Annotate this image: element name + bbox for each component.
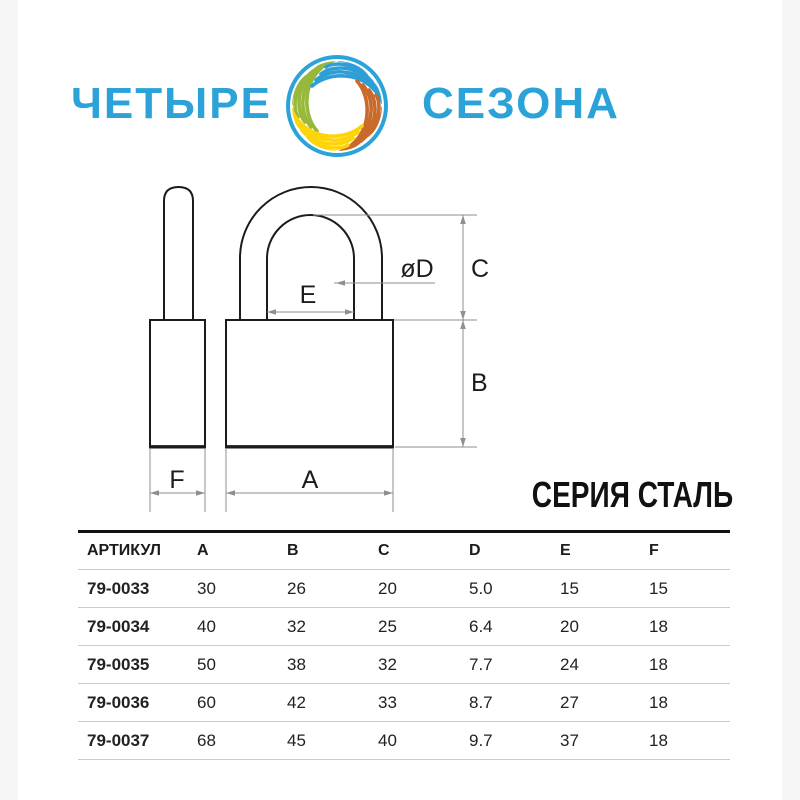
value-cell: 40 [197, 616, 216, 636]
value-cell: 8.7 [469, 692, 493, 712]
value-cell: 7.7 [469, 654, 493, 674]
col-header-f: F [649, 542, 659, 559]
col-header-a: A [197, 542, 209, 559]
value-cell: 32 [378, 654, 397, 674]
dim-label-F: F [169, 466, 185, 494]
dim-label-A: A [301, 466, 319, 494]
value-cell: 24 [560, 654, 579, 674]
dim-label-E: E [299, 281, 317, 309]
value-cell: 42 [287, 692, 306, 712]
value-cell: 25 [378, 616, 397, 636]
left-edge-margin [0, 0, 18, 800]
col-header-article: АРТИКУЛ [87, 542, 162, 559]
value-cell: 15 [649, 578, 668, 598]
value-cell: 32 [287, 616, 306, 636]
padlock-front-view [225, 187, 394, 447]
dim-label-C: C [471, 255, 490, 283]
value-cell: 45 [287, 730, 306, 750]
value-cell: 18 [649, 616, 668, 636]
article-cell: 79-0035 [87, 654, 150, 674]
value-cell: 33 [378, 692, 397, 712]
padlock-side-view [149, 187, 206, 447]
brand-word-right: СЕЗОНА [422, 79, 620, 128]
spec-table [78, 530, 730, 760]
table-header-row [78, 530, 730, 570]
series-title: СЕРИЯ СТАЛЬ [531, 474, 733, 515]
value-cell: 50 [197, 654, 216, 674]
article-cell: 79-0036 [87, 692, 150, 712]
value-cell: 20 [378, 578, 397, 598]
value-cell: 15 [560, 578, 579, 598]
value-cell: 60 [197, 692, 216, 712]
padlock-dimension-drawing [130, 180, 490, 520]
four-seasons-logo-icon [282, 51, 392, 161]
value-cell: 68 [197, 730, 216, 750]
table-row [78, 608, 730, 646]
dim-label-D: øD [400, 255, 434, 283]
article-cell: 79-0037 [87, 730, 150, 750]
value-cell: 30 [197, 578, 216, 598]
col-header-e: E [560, 542, 571, 559]
value-cell: 9.7 [469, 730, 493, 750]
value-cell: 6.4 [469, 616, 493, 636]
right-edge-margin [782, 0, 800, 800]
value-cell: 20 [560, 616, 579, 636]
value-cell: 27 [560, 692, 579, 712]
brand-word-left: ЧЕТЫРЕ [71, 79, 272, 128]
table-row [78, 646, 730, 684]
dim-label-B: B [471, 369, 488, 397]
col-header-b: B [287, 542, 299, 559]
value-cell: 5.0 [469, 578, 493, 598]
value-cell: 38 [287, 654, 306, 674]
value-cell: 18 [649, 692, 668, 712]
table-row [78, 722, 730, 760]
col-header-c: C [378, 542, 390, 559]
col-header-d: D [469, 542, 481, 559]
table-row [78, 570, 730, 608]
article-cell: 79-0033 [87, 578, 150, 598]
value-cell: 26 [287, 578, 306, 598]
article-cell: 79-0034 [87, 616, 150, 636]
value-cell: 37 [560, 730, 579, 750]
table-row [78, 684, 730, 722]
value-cell: 18 [649, 654, 668, 674]
value-cell: 18 [649, 730, 668, 750]
value-cell: 40 [378, 730, 397, 750]
